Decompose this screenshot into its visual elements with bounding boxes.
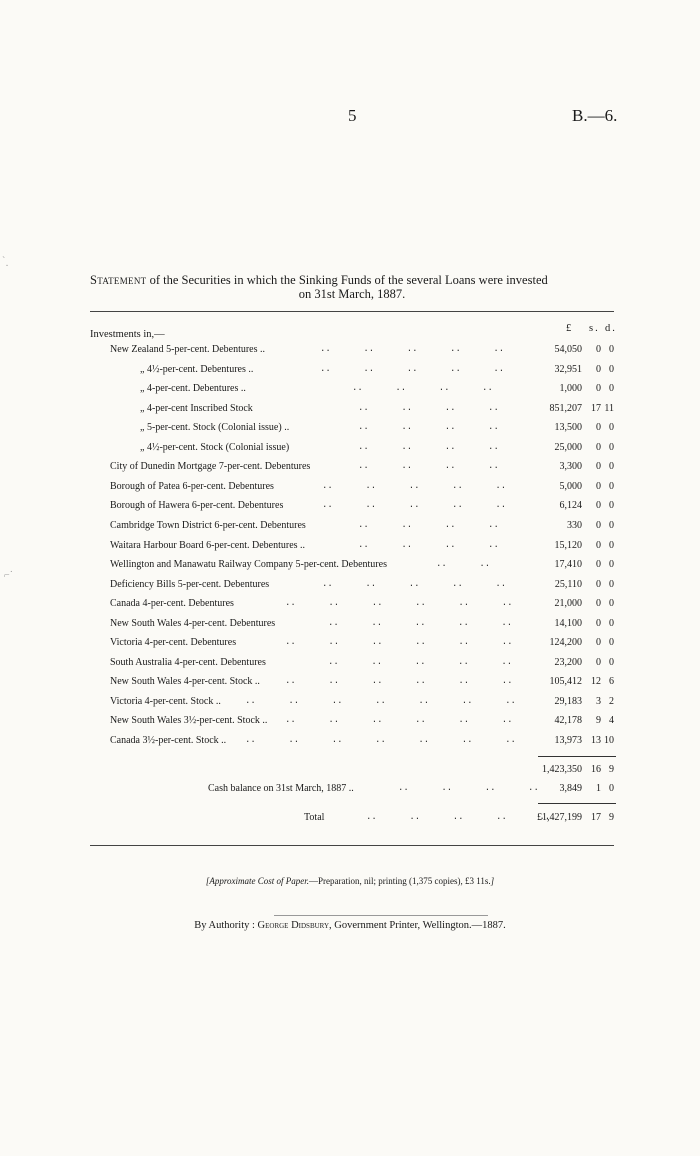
row-pounds: 13,973 — [554, 735, 582, 746]
leader-dots: .. .. .. .. .. .. .. — [245, 735, 549, 745]
row-shillings: 0 — [596, 519, 601, 531]
table-row — [0, 657, 700, 676]
row-pence: 0 — [609, 637, 614, 649]
document-code: B.—6. — [572, 106, 618, 125]
row-pounds: 17,410 — [554, 559, 582, 571]
leader-dots: .. .. .. .. — [352, 383, 526, 394]
row-pounds: 105,412 — [549, 676, 582, 688]
leader-dots: .. .. .. .. — [358, 461, 532, 472]
leader-dots: .. .. .. .. .. .. — [285, 598, 546, 609]
leader-dots: .. .. .. .. .. — [328, 617, 545, 628]
cash-balance-label: Cash balance on 31st March, 1887 .. — [208, 783, 354, 794]
row-shillings: 0 — [596, 363, 601, 375]
row-pounds: 29,183 — [554, 695, 582, 707]
row-shillings: 0 — [596, 383, 601, 395]
table-row — [0, 559, 700, 578]
table-row — [0, 540, 700, 559]
shillings-column-head: s. — [589, 323, 600, 334]
row-pence: 0 — [609, 559, 614, 571]
leader-dots: .. .. .. .. .. — [366, 812, 551, 822]
row-pounds: 124,200 — [549, 637, 582, 649]
row-pounds: 54,050 — [554, 344, 582, 355]
margin-mark: ˋ˯ — [2, 256, 9, 267]
row-pounds: 6,124 — [559, 500, 582, 512]
row-pence: 0 — [609, 617, 614, 629]
row-label: „ 5-per-cent. Stock (Colonial issue) .. — [140, 422, 290, 434]
cost-footnote: [Approximate Cost of Paper.—Preparation, nil; printing (1,375 copies), £3 11s.] — [205, 876, 495, 886]
total-rule — [538, 803, 616, 804]
row-shillings: 3 — [596, 695, 601, 707]
row-pence: 6 — [609, 676, 614, 688]
cash-pounds: 3,849 — [559, 783, 582, 794]
row-pounds: 851,207 — [549, 402, 582, 414]
row-shillings: 0 — [596, 539, 601, 551]
row-pence: 4 — [609, 715, 614, 727]
table-row — [0, 618, 700, 637]
subtotal-row — [0, 764, 700, 783]
row-shillings: 0 — [596, 598, 601, 610]
row-shillings: 17 — [591, 402, 601, 414]
footnote-text: —Preparation, nil; printing (1,375 copies), £3 11s. — [309, 876, 491, 886]
row-pence: 0 — [609, 578, 614, 590]
table-heading: Investments in,— — [90, 329, 165, 340]
cash-balance-row — [0, 783, 700, 802]
row-shillings: 12 — [591, 676, 601, 688]
printer-name: George Didsbury — [257, 920, 330, 931]
row-pence: 0 — [609, 480, 614, 492]
row-label: „ 4½-per-cent. Stock (Colonial issue) — [140, 441, 290, 453]
row-shillings: 0 — [596, 559, 601, 571]
table-row — [0, 442, 700, 461]
row-pence: 0 — [609, 422, 614, 434]
table-row — [0, 715, 700, 734]
title-date: on 31st March, 1887. — [298, 287, 406, 301]
row-label: Canada 3½-per-cent. Stock .. — [110, 735, 227, 746]
row-pounds: 3,300 — [559, 461, 582, 473]
row-label: Deficiency Bills 5-per-cent. Debentures — [110, 578, 270, 590]
row-pence: 10 — [604, 735, 614, 746]
row-label: Borough of Patea 6-per-cent. Debentures — [110, 480, 274, 492]
subtotal-shillings: 16 — [591, 764, 601, 775]
table-row — [0, 520, 700, 539]
title-text: of the Securities in which the Sinking Funds of the several Loans were invested — [146, 273, 548, 287]
row-pounds: 14,100 — [554, 617, 582, 629]
printer-authority — [0, 920, 700, 931]
row-label: „ 4-per-cent. Debentures .. — [140, 383, 246, 395]
table-row — [0, 364, 700, 383]
row-pence: 0 — [609, 383, 614, 395]
authority-suffix: , Government Printer, Wellington.—1887. — [329, 920, 506, 931]
leader-dots: .. .. .. .. — [398, 783, 539, 793]
pounds-column-head: £ — [566, 323, 574, 334]
row-label: Victoria 4-per-cent. Stock .. — [110, 695, 221, 707]
total-row — [0, 812, 700, 831]
row-label: „ 4½-per-cent. Debentures .. — [140, 363, 254, 375]
table-row — [0, 500, 700, 519]
row-pounds: 21,000 — [554, 598, 582, 610]
leader-dots: .. .. .. .. .. .. .. — [245, 695, 549, 706]
row-pence: 11 — [604, 402, 614, 414]
pence-column-head: d. — [605, 323, 617, 334]
leader-dots: .. .. .. .. — [358, 422, 532, 433]
row-pounds: 1,000 — [559, 383, 582, 395]
leader-dots: .. .. .. .. .. — [320, 363, 537, 374]
table-row — [0, 461, 700, 480]
leader-dots: .. .. .. .. — [358, 402, 532, 413]
row-pounds: 32,951 — [554, 363, 582, 375]
table-row — [0, 735, 700, 754]
row-label: New South Wales 4-per-cent. Debentures — [110, 617, 276, 629]
table-row — [0, 637, 700, 656]
leader-dots: .. .. .. .. .. .. — [285, 637, 546, 648]
row-pence: 0 — [609, 539, 614, 551]
authority-rule — [274, 915, 488, 916]
row-pounds: 42,178 — [554, 715, 582, 727]
row-shillings: 0 — [596, 344, 601, 355]
footnote-lead: Approximate Cost of Paper. — [209, 876, 310, 886]
row-label: New Zealand 5-per-cent. Debentures .. — [110, 344, 266, 355]
leader-dots: .. .. .. .. .. — [322, 578, 539, 589]
total-label: Total — [304, 812, 325, 823]
row-pence: 0 — [609, 441, 614, 453]
leader-dots: .. .. .. .. — [358, 441, 532, 452]
row-shillings: 13 — [591, 735, 601, 746]
table-row — [0, 422, 700, 441]
row-pounds: 13,500 — [554, 422, 582, 434]
row-shillings: 0 — [596, 480, 601, 492]
table-row — [0, 598, 700, 617]
top-rule — [90, 311, 614, 312]
row-pounds: 25,000 — [554, 441, 582, 453]
bottom-rule — [90, 845, 614, 846]
leader-dots: .. .. .. .. .. — [322, 480, 539, 491]
row-shillings: 0 — [596, 578, 601, 590]
title-lead: Statement — [90, 273, 147, 287]
row-label: Waitara Harbour Board 6-per-cent. Debentures .. — [110, 539, 306, 551]
row-pence: 0 — [609, 344, 614, 355]
leader-dots: .. .. .. .. .. — [320, 344, 537, 354]
row-label: City of Dunedin Mortgage 7-per-cent. Debentures — [110, 461, 311, 473]
leader-dots: .. .. .. .. .. .. — [285, 715, 546, 726]
table-row — [0, 403, 700, 422]
row-pence: 0 — [609, 519, 614, 531]
subtotal-rule — [538, 756, 616, 757]
row-pence: 0 — [609, 656, 614, 668]
row-label: Wellington and Manawatu Railway Company 5-per-cent. Debentures — [110, 559, 387, 571]
row-shillings: 0 — [596, 617, 601, 629]
statement-title — [90, 273, 614, 301]
total-pounds: £1,427,199 — [537, 812, 582, 823]
row-label: Canada 4-per-cent. Debentures — [110, 598, 234, 610]
row-pence: 0 — [609, 598, 614, 610]
row-pence: 0 — [609, 461, 614, 473]
row-label: „ 4-per-cent Inscribed Stock — [140, 402, 253, 414]
total-pence: 9 — [609, 812, 614, 823]
row-pounds: 330 — [567, 519, 582, 531]
row-pounds: 25,110 — [554, 578, 582, 590]
table-row — [0, 579, 700, 598]
row-label: New South Wales 3½-per-cent. Stock .. — [110, 715, 268, 727]
row-shillings: 0 — [596, 500, 601, 512]
row-label: South Australia 4-per-cent. Debentures — [110, 656, 266, 668]
row-label: Cambridge Town District 6-per-cent. Debentures — [110, 519, 306, 531]
leader-dots: .. .. .. .. .. — [322, 500, 539, 511]
row-shillings: 0 — [596, 637, 601, 649]
margin-mark: ⌐˙ — [4, 570, 13, 581]
table-row — [0, 344, 700, 363]
row-pence: 2 — [609, 695, 614, 707]
cash-shillings: 1 — [596, 783, 601, 794]
row-pounds: 23,200 — [554, 656, 582, 668]
leader-dots: .. .. .. .. — [358, 519, 532, 530]
row-label: New South Wales 4-per-cent. Stock .. — [110, 676, 260, 688]
cash-pence: 0 — [609, 783, 614, 794]
row-pounds: 15,120 — [554, 539, 582, 551]
authority-prefix: By Authority : — [194, 920, 258, 931]
row-shillings: 9 — [596, 715, 601, 727]
page-number: 5 — [348, 106, 357, 125]
leader-dots: .. .. .. .. .. — [328, 656, 545, 667]
row-pence: 0 — [609, 500, 614, 512]
row-label: Victoria 4-per-cent. Debentures — [110, 637, 237, 649]
leader-dots: .. .. — [436, 559, 523, 570]
row-pence: 0 — [609, 363, 614, 375]
row-shillings: 0 — [596, 441, 601, 453]
table-row — [0, 481, 700, 500]
row-shillings: 0 — [596, 422, 601, 434]
table-row — [0, 696, 700, 715]
table-row — [0, 676, 700, 695]
row-shillings: 0 — [596, 656, 601, 668]
subtotal-pence: 9 — [609, 764, 614, 775]
subtotal-pounds: 1,423,350 — [542, 764, 582, 775]
leader-dots: .. .. .. .. .. .. — [285, 676, 546, 687]
row-label: Borough of Hawera 6-per-cent. Debentures — [110, 500, 284, 512]
leader-dots: .. .. .. .. — [358, 539, 532, 550]
row-shillings: 0 — [596, 461, 601, 473]
row-pounds: 5,000 — [559, 480, 582, 492]
total-shillings: 17 — [591, 812, 601, 823]
table-row — [0, 383, 700, 402]
